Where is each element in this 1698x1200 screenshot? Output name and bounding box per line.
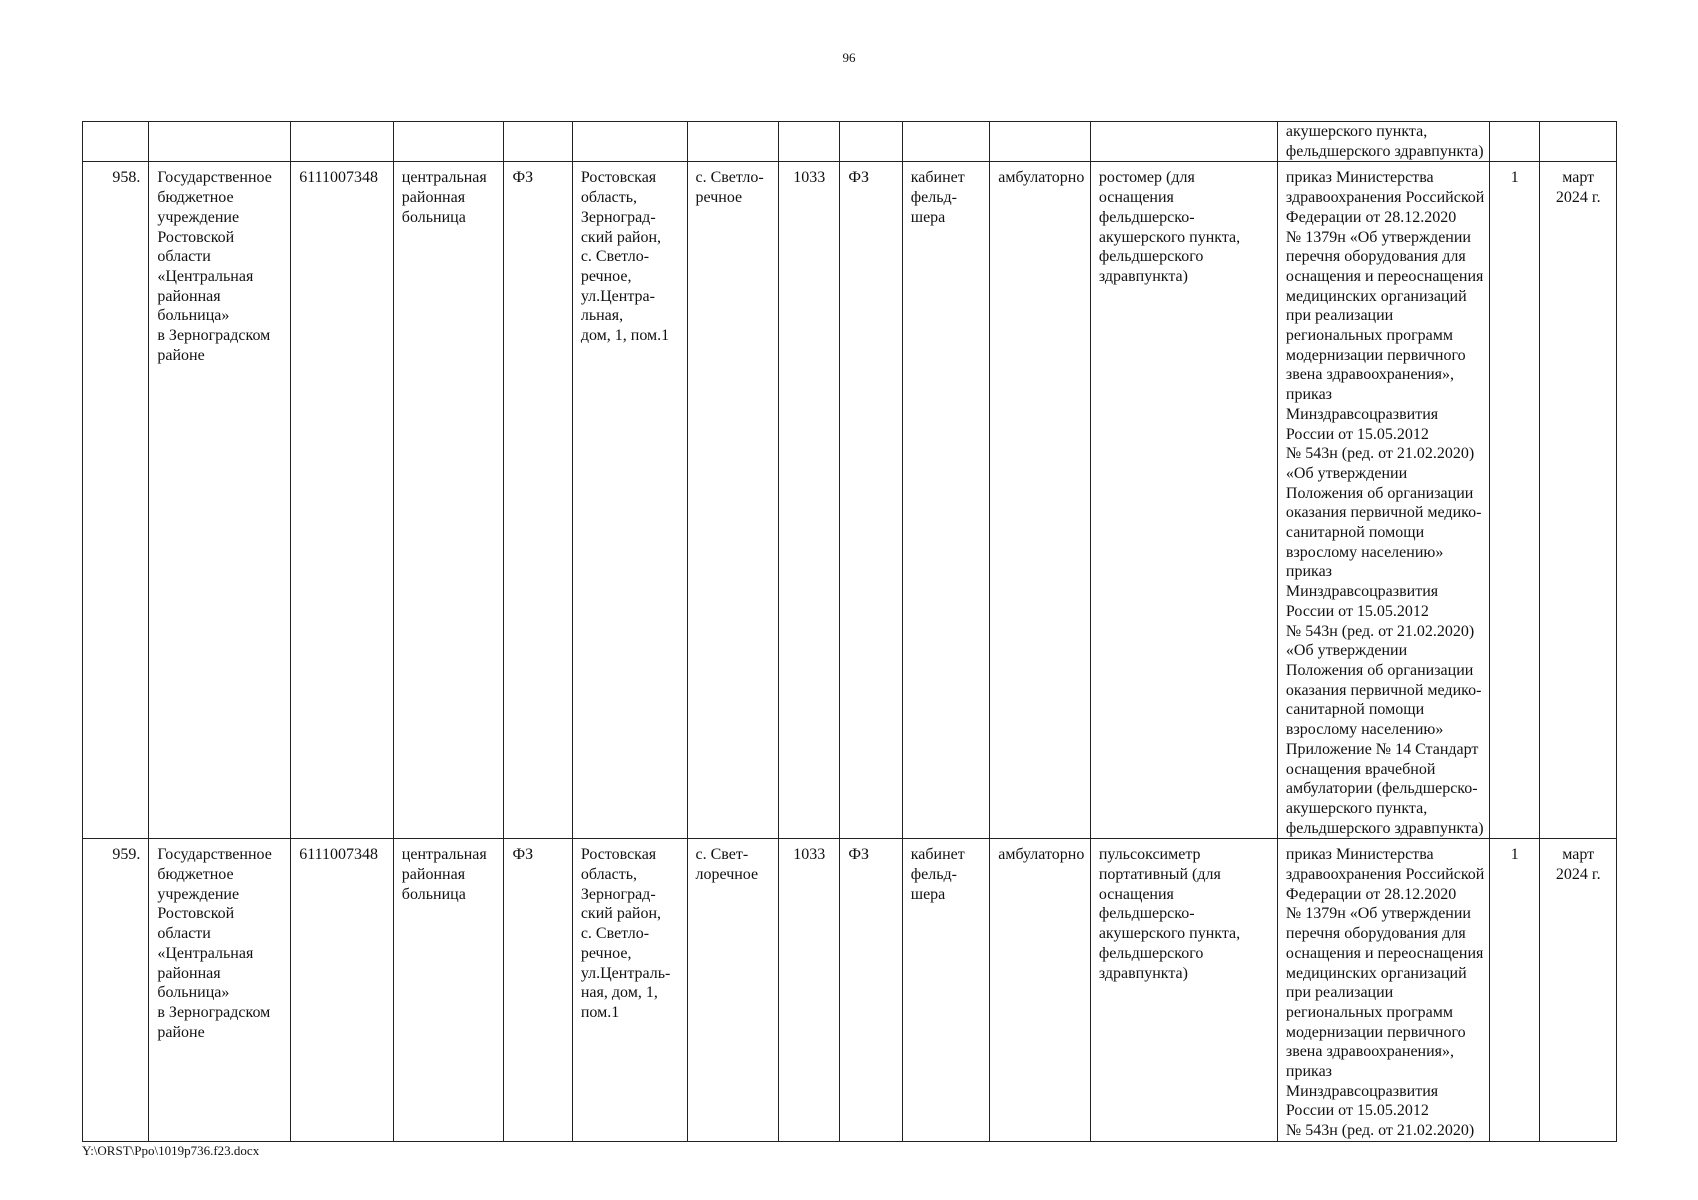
text-line: Федерации от 28.12.2020: [1285, 885, 1457, 903]
cell-date: [1540, 122, 1617, 162]
text-line: шера: [910, 885, 946, 903]
text-line: региональных программ: [1285, 1003, 1454, 1021]
equipment-table: [82, 121, 1617, 1142]
cell-equipment: [1090, 122, 1277, 162]
text-line: фельдшерско-: [1098, 905, 1195, 923]
text-line: центральная: [401, 846, 487, 864]
footer-file-path: Y:\ORST\Ppo\1019p736.f23.docx: [82, 1143, 260, 1158]
text-line: кабинет: [910, 169, 965, 187]
text-line: Государственное: [157, 846, 272, 864]
continuation-row: [83, 122, 1617, 162]
cell-document: [1277, 839, 1489, 1142]
text-line: районная: [157, 287, 221, 305]
page-number: 96: [842, 50, 856, 65]
text-line: модернизации первичного: [1285, 346, 1466, 364]
text-line: Положения об организации: [1285, 484, 1474, 502]
text-line: больница»: [157, 307, 230, 325]
text-line: учреждение: [157, 208, 240, 226]
cell-room: [902, 839, 990, 1142]
text-line: России от 15.05.2012: [1285, 425, 1429, 443]
text-line: звена здравоохранения»,: [1285, 1043, 1455, 1061]
text-line: ул.Центра-: [580, 287, 655, 305]
text-line: с. Свет-: [695, 846, 749, 864]
text-line: фельдшерского здравпункта): [1285, 819, 1484, 837]
text-line: оснащения врачебной: [1285, 760, 1436, 778]
text-line: санитарной помощи: [1285, 524, 1425, 542]
cell-room: [902, 122, 990, 162]
text-line: ский район,: [580, 905, 662, 923]
cell-quantity: 1: [1490, 162, 1540, 839]
cell-unit-type: ФЗ: [504, 162, 572, 839]
text-line: взрослому населению»: [1285, 543, 1444, 561]
text-line: приказ Министерства: [1285, 169, 1434, 187]
cell-unit-short: ФЗ: [840, 839, 902, 1142]
text-line: ул.Централь-: [580, 964, 671, 982]
text-line: России от 15.05.2012: [1285, 602, 1429, 620]
table-row: [83, 162, 1617, 839]
text-line: «Об утверждении: [1285, 642, 1408, 660]
text-line: Ростовской: [157, 905, 235, 923]
text-line: фельд-: [910, 189, 957, 207]
cell-address: [572, 122, 687, 162]
text-line: оказания первичной медико-: [1285, 681, 1482, 699]
text-line: Ростовской: [157, 228, 235, 246]
text-line: приказ: [1285, 563, 1332, 581]
text-line: дом, 1, пом.1: [580, 327, 670, 345]
text-line: модернизации первичного: [1285, 1023, 1466, 1041]
text-line: при реализации: [1285, 307, 1394, 325]
cell-mode: амбулаторно: [990, 162, 1091, 839]
cell-room: [902, 162, 990, 839]
text-line: фельдшерского: [1098, 944, 1204, 962]
text-line: медицинских организаций: [1285, 287, 1467, 305]
text-line: ростомер (для: [1098, 169, 1195, 187]
text-line: «Об утверждении: [1285, 464, 1408, 482]
text-line: «Центральная: [157, 944, 254, 962]
cell-population: 1033: [779, 839, 840, 1142]
text-line: районе: [157, 1023, 205, 1041]
text-line: кабинет: [910, 846, 965, 864]
text-line: здравпункта): [1098, 964, 1188, 982]
cell-org-type: [393, 122, 504, 162]
text-line: области: [157, 248, 211, 266]
text-line: № 543н (ред. от 21.02.2020): [1285, 622, 1475, 640]
cell-org-type: [393, 839, 504, 1142]
cell-quantity: [1490, 122, 1540, 162]
text-line: лоречное: [695, 866, 759, 884]
cell-number: [83, 122, 149, 162]
text-line: № 1379н «Об утверждении: [1285, 228, 1471, 246]
text-line: с. Светло-: [695, 169, 764, 187]
text-line: № 1379н «Об утверждении: [1285, 905, 1471, 923]
text-line: оснащения: [1098, 189, 1174, 207]
text-line: бюджетное: [157, 866, 234, 884]
text-line: центральная: [401, 169, 487, 187]
text-line: с. Светло-: [580, 925, 650, 943]
text-line: акушерского пункта,: [1098, 228, 1241, 246]
text-line: «Центральная: [157, 267, 254, 285]
text-line: районе: [157, 346, 205, 364]
cell-unit-type: ФЗ: [504, 839, 572, 1142]
text-line: оснащения и переоснащения: [1285, 944, 1484, 962]
text-line: фельдшерского здравпункта): [1285, 142, 1484, 160]
text-line: районная: [157, 964, 221, 982]
text-line: Минздравсоцразвития: [1285, 583, 1439, 601]
cell-inn: 6111007348: [291, 839, 394, 1142]
cell-unit-short: [840, 122, 902, 162]
text-line: бюджетное: [157, 189, 234, 207]
text-line: март: [1562, 169, 1595, 187]
cell-organization: [149, 162, 291, 839]
text-line: Минздравсоцразвития: [1285, 405, 1439, 423]
text-line: Ростовская: [580, 846, 657, 864]
text-line: в Зерноградском: [157, 327, 271, 345]
cell-date: [1540, 839, 1617, 1142]
text-line: фельдшерского: [1098, 248, 1204, 266]
cell-document: [1277, 162, 1489, 839]
text-line: ная, дом, 1,: [580, 984, 658, 1002]
text-line: при реализации: [1285, 984, 1394, 1002]
text-line: № 543н (ред. от 21.02.2020): [1285, 1122, 1475, 1140]
text-line: приказ: [1285, 1063, 1332, 1081]
cell-organization: [149, 122, 291, 162]
cell-settlement: [687, 839, 779, 1142]
cell-date: [1540, 162, 1617, 839]
text-line: приказ: [1285, 386, 1332, 404]
text-line: Ростовская: [580, 169, 657, 187]
text-line: амбулатории (фельдшерско-: [1285, 780, 1478, 798]
text-line: 2024 г.: [1555, 189, 1601, 207]
cell-number: 959.: [83, 839, 149, 1142]
text-line: акушерского пункта,: [1285, 799, 1428, 817]
text-line: больница»: [157, 984, 230, 1002]
text-line: медицинских организаций: [1285, 964, 1467, 982]
text-line: взрослому населению»: [1285, 721, 1444, 739]
cell-inn: 6111007348: [291, 162, 394, 839]
cell-equipment: [1090, 839, 1277, 1142]
text-line: речное: [695, 189, 743, 207]
text-line: санитарной помощи: [1285, 701, 1425, 719]
text-line: фельд-: [910, 866, 957, 884]
cell-population: [779, 122, 840, 162]
cell-population: 1033: [779, 162, 840, 839]
text-line: пом.1: [580, 1003, 620, 1021]
text-line: область,: [580, 866, 638, 884]
cell-address: [572, 839, 687, 1142]
cell-number: 958.: [83, 162, 149, 839]
text-line: акушерского пункта,: [1098, 925, 1241, 943]
text-line: в Зерноградском: [157, 1003, 271, 1021]
text-line: речное,: [580, 267, 632, 285]
text-line: региональных программ: [1285, 327, 1454, 345]
text-line: районная: [401, 866, 466, 884]
table-body: [83, 122, 1617, 1142]
cell-quantity: 1: [1490, 839, 1540, 1142]
text-line: Приложение № 14 Стандарт: [1285, 740, 1479, 758]
text-line: март: [1562, 846, 1595, 864]
cell-document: [1277, 122, 1489, 162]
cell-settlement: [687, 162, 779, 839]
text-line: Зерноград-: [580, 208, 656, 226]
text-line: здравоохранения Российской: [1285, 866, 1485, 884]
text-line: шера: [910, 208, 946, 226]
text-line: область,: [580, 189, 638, 207]
cell-inn: [291, 122, 394, 162]
cell-mode: [990, 122, 1091, 162]
text-line: приказ Министерства: [1285, 846, 1434, 864]
cell-settlement: [687, 122, 779, 162]
text-line: оснащения и переоснащения: [1285, 267, 1484, 285]
cell-equipment: [1090, 162, 1277, 839]
text-line: фельдшерско-: [1098, 208, 1195, 226]
cell-unit-type: [504, 122, 572, 162]
cell-org-type: [393, 162, 504, 839]
cell-address: [572, 162, 687, 839]
text-line: 2024 г.: [1555, 866, 1601, 884]
text-line: № 543н (ред. от 21.02.2020): [1285, 445, 1475, 463]
text-line: здравоохранения Российской: [1285, 189, 1485, 207]
text-line: Зерноград-: [580, 885, 656, 903]
text-line: льная,: [580, 307, 624, 325]
text-line: перечня оборудования для: [1285, 925, 1466, 943]
text-line: Федерации от 28.12.2020: [1285, 208, 1457, 226]
text-line: больница: [401, 885, 466, 903]
text-line: Положения об организации: [1285, 661, 1474, 679]
table-row: [83, 839, 1617, 1142]
text-line: акушерского пункта,: [1285, 123, 1428, 140]
text-line: Минздравсоцразвития: [1285, 1082, 1439, 1100]
text-line: оказания первичной медико-: [1285, 504, 1482, 522]
text-line: области: [157, 925, 211, 943]
text-line: речное,: [580, 944, 632, 962]
cell-organization: [149, 839, 291, 1142]
text-line: пульсоксиметр: [1098, 846, 1201, 864]
text-line: портативный (для: [1098, 866, 1221, 884]
text-line: звена здравоохранения»,: [1285, 366, 1455, 384]
text-line: больница: [401, 208, 466, 226]
text-line: перечня оборудования для: [1285, 248, 1466, 266]
cell-unit-short: ФЗ: [840, 162, 902, 839]
text-line: Государственное: [157, 169, 272, 187]
text-line: районная: [401, 189, 466, 207]
text-line: с. Светло-: [580, 248, 650, 266]
text-line: оснащения: [1098, 885, 1174, 903]
text-line: России от 15.05.2012: [1285, 1102, 1429, 1120]
text-line: учреждение: [157, 885, 240, 903]
text-line: ский район,: [580, 228, 662, 246]
text-line: здравпункта): [1098, 267, 1188, 285]
cell-mode: амбулаторно: [990, 839, 1091, 1142]
